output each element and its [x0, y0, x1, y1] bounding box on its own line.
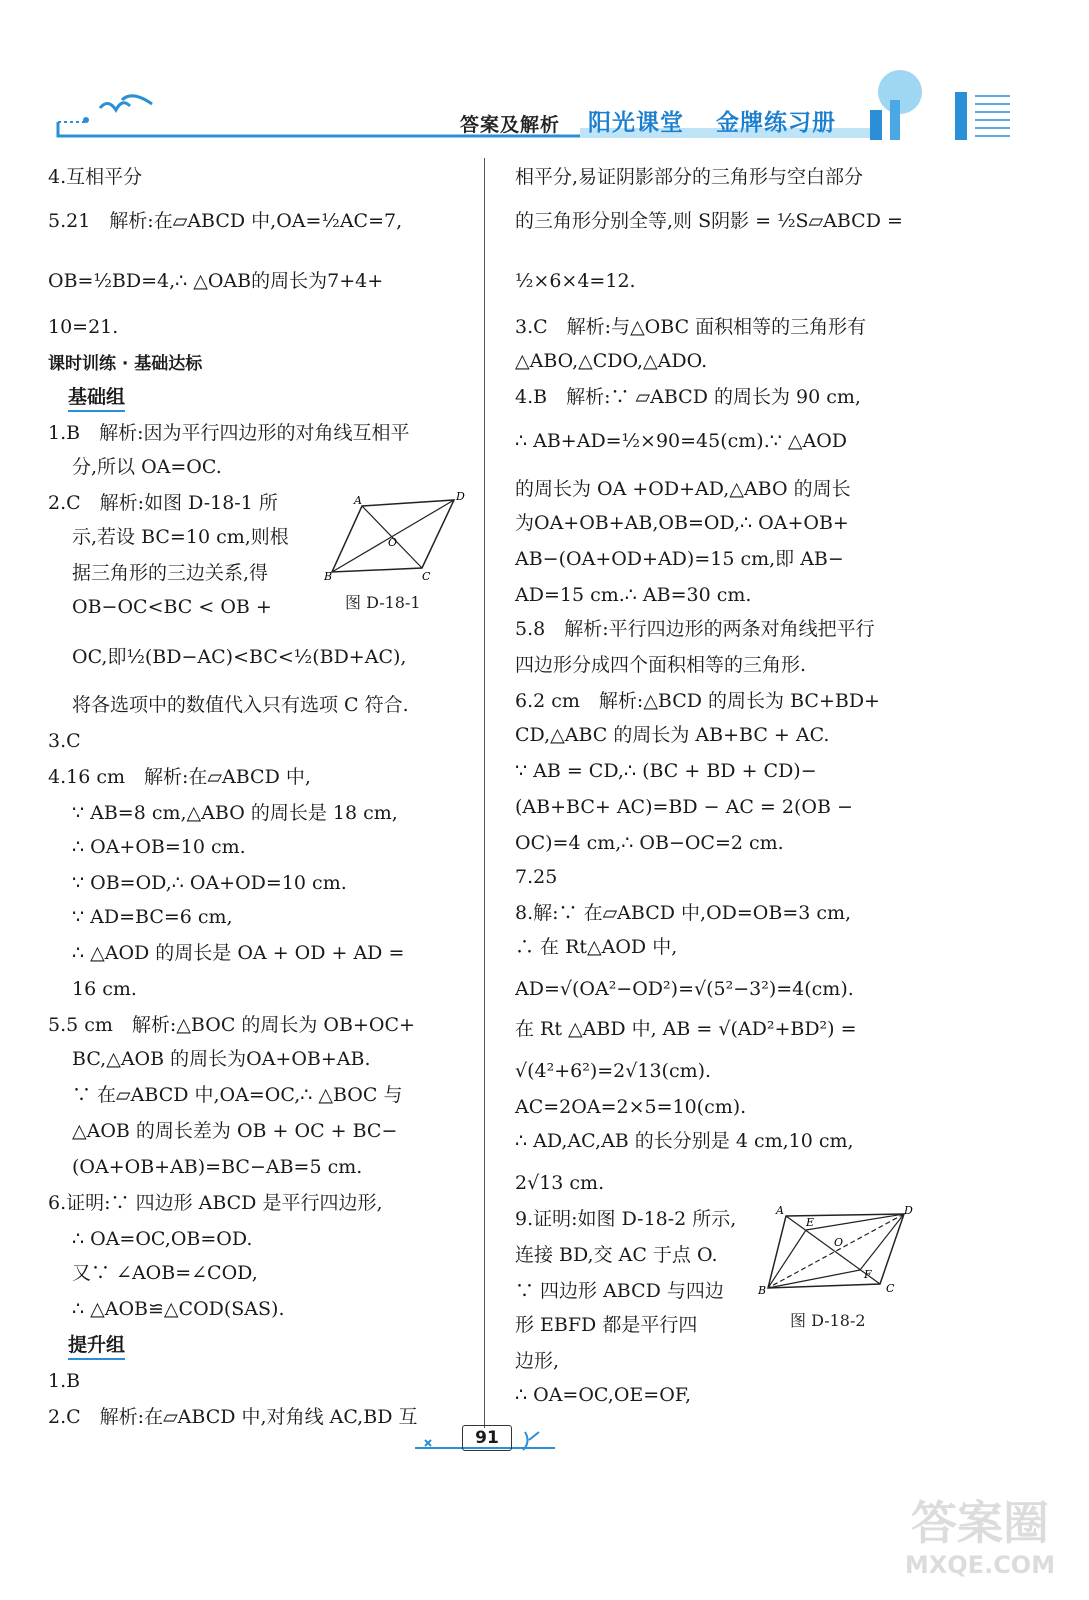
text-line: ∵ OB=OD,∴ OA+OD=10 cm. [72, 872, 347, 894]
svg-text:E: E [806, 1216, 815, 1229]
text-line: ∵ AD=BC=6 cm, [72, 906, 233, 928]
page-number: 91 [462, 1425, 512, 1451]
brand-name-1: 阳光课堂 [588, 110, 684, 136]
text-line: 在 Rt △ABD 中, AB = √(AD²+BD²) = [515, 1018, 857, 1040]
text-line: ∴ 在 Rt△AOD 中, [515, 936, 678, 958]
text-line: 4.互相平分 [48, 166, 143, 188]
svg-text:F: F [864, 1268, 872, 1281]
text-line: 示,若设 BC=10 cm,则根 [72, 526, 289, 548]
text-line: ∵ AB = CD,∴ (BC + BD + CD)− [515, 760, 817, 782]
text-line: △AOB 的周长差为 OB + OC + BC− [72, 1120, 398, 1142]
text-line: 5.8 解析:平行四边形的两条对角线把平行 [515, 618, 875, 640]
text-line: 16 cm. [72, 978, 137, 1000]
svg-text:A: A [776, 1204, 784, 1217]
text-line: √(4²+6²)=2√13(cm). [515, 1060, 712, 1082]
text-line: AD=15 cm.∴ AB=30 cm. [515, 584, 752, 606]
text-line: 据三角形的三边关系,得 [72, 562, 269, 584]
text-line: ½×6×4=12. [515, 270, 636, 292]
text-line: ∵ 在▱ABCD 中,OA=OC,∴ △BOC 与 [72, 1084, 403, 1106]
text-line: 为OA+OB+AB,OB=OD,∴ OA+OB+ [515, 512, 849, 534]
text-line: 1.B [48, 1370, 81, 1392]
text-line: AD=√(OA²−OD²)=√(5²−3²)=4(cm). [515, 978, 854, 1000]
figure-caption-1: 图 D-18-1 [345, 593, 421, 612]
svg-text:O: O [834, 1236, 844, 1249]
text-line: ∵ 四边形 ABCD 与四边 [515, 1280, 724, 1302]
watermark-text: 答案圈 [911, 1496, 1049, 1550]
text-line: ∴ △AOD 的周长是 OA + OD + AD = [72, 942, 405, 964]
text-line: 1.B 解析:因为平行四边形的对角线互相平 [48, 422, 410, 444]
text-line: OC)=4 cm,∴ OB−OC=2 cm. [515, 832, 784, 854]
text-line: 6.证明:∵ 四边形 ABCD 是平行四边形, [48, 1192, 383, 1214]
text-line: 的三角形分别全等,则 S阴影 = ½S▱ABCD = [515, 210, 903, 232]
text-line: BC,△AOB 的周长为OA+OB+AB. [72, 1048, 371, 1070]
text-line: 6.2 cm 解析:△BCD 的周长为 BC+BD+ [515, 690, 880, 712]
svg-text:D: D [904, 1204, 913, 1217]
text-line: 7.25 [515, 866, 558, 888]
text-line: 2.C 解析:在▱ABCD 中,对角线 AC,BD 互 [48, 1406, 418, 1428]
text-line: 将各选项中的数值代入只有选项 C 符合. [72, 694, 409, 716]
text-line: 3.C 解析:与△OBC 面积相等的三角形有 [515, 316, 867, 338]
text-line: ∴ OA+OB=10 cm. [72, 836, 246, 858]
svg-text:C: C [422, 570, 431, 583]
text-line: ∴ AB+AD=½×90=45(cm).∵ △AOD [515, 430, 848, 452]
watermark-logo [880, 1495, 1080, 1595]
text-line: 2.C 解析:如图 D-18-1 所 [48, 492, 278, 514]
text-line: 9.证明:如图 D-18-2 所示, [515, 1208, 737, 1230]
svg-text:O: O [388, 536, 398, 549]
text-line: 3.C [48, 730, 81, 752]
column-divider [484, 158, 485, 1428]
text-line: 2√13 cm. [515, 1172, 605, 1194]
svg-text:D: D [456, 490, 465, 503]
svg-text:A: A [354, 494, 362, 507]
figure-parallelogram-2 [758, 1200, 918, 1305]
text-line: CD,△ABC 的周长为 AB+BC + AC. [515, 724, 830, 746]
text-line: 4.16 cm 解析:在▱ABCD 中, [48, 766, 311, 788]
figure-parallelogram-1 [322, 488, 472, 583]
section-heading: 课时训练 · 基础达标 [48, 354, 203, 374]
text-line: (AB+BC+ AC)=BD − AC = 2(OB − [515, 796, 853, 818]
text-line: 连接 BD,交 AC 于点 O. [515, 1244, 718, 1266]
text-line: 5.21 解析:在▱ABCD 中,OA=½AC=7, [48, 210, 403, 232]
svg-text:B: B [324, 570, 333, 583]
text-line: OB=½BD=4,∴ △OAB的周长为7+4+ [48, 270, 384, 292]
page-header [0, 0, 1089, 150]
text-line: 10=21. [48, 316, 119, 338]
text-line: ∴ AD,AC,AB 的长分别是 4 cm,10 cm, [515, 1130, 854, 1152]
text-line: 边形, [515, 1350, 560, 1372]
text-line: 4.B 解析:∵ ▱ABCD 的周长为 90 cm, [515, 386, 861, 408]
watermark-url: MXQE.COM [904, 1551, 1056, 1579]
text-line: 形 EBFD 都是平行四 [515, 1314, 698, 1336]
text-line: 四边形分成四个面积相等的三角形. [515, 654, 807, 676]
text-line: AB−(OA+OD+AD)=15 cm,即 AB− [515, 548, 844, 570]
text-line: OC,即½(BD−AC)<BC<½(BD+AC), [72, 646, 407, 668]
text-line: 的周长为 OA +OD+AD,△ABO 的周长 [515, 478, 851, 500]
text-line: 相平分,易证阴影部分的三角形与空白部分 [515, 166, 864, 188]
text-line: OB−OC<BC < OB + [72, 596, 272, 618]
group-heading: 基础组 [68, 386, 125, 412]
group-heading: 提升组 [68, 1334, 125, 1360]
svg-text:B: B [758, 1284, 767, 1297]
text-line: △ABO,△CDO,△ADO. [515, 350, 708, 372]
text-line: 分,所以 OA=OC. [72, 456, 222, 478]
brand-name-2: 金牌练习册 [716, 110, 836, 136]
text-line: ∴ OA=OC,OB=OD. [72, 1228, 253, 1250]
figure-caption-2: 图 D-18-2 [790, 1311, 866, 1330]
text-line: ∵ AB=8 cm,△ABO 的周长是 18 cm, [72, 802, 398, 824]
text-line: 8.解:∵ 在▱ABCD 中,OD=OB=3 cm, [515, 902, 852, 924]
text-line: AC=2OA=2×5=10(cm). [515, 1096, 747, 1118]
text-line: 5.5 cm 解析:△BOC 的周长为 OB+OC+ [48, 1014, 415, 1036]
svg-text:C: C [886, 1282, 895, 1295]
text-line: ∴ OA=OC,OE=OF, [515, 1384, 692, 1406]
section-title: 答案及解析 [460, 114, 561, 136]
text-line: ∴ △AOB≌△COD(SAS). [72, 1298, 285, 1320]
text-line: (OA+OB+AB)=BC−AB=5 cm. [72, 1156, 363, 1178]
text-line: 又∵ ∠AOB=∠COD, [72, 1262, 258, 1284]
